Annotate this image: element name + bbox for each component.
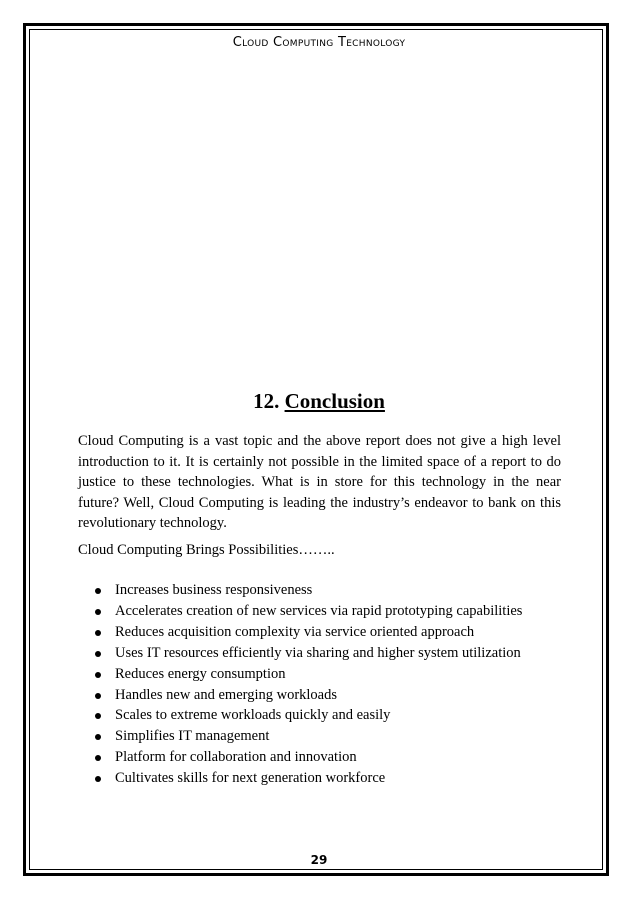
list-item: Handles new and emerging workloads	[88, 685, 568, 706]
list-item: Accelerates creation of new services via rapid prototyping capabilities	[88, 601, 568, 622]
bullet-icon	[95, 672, 101, 678]
list-item: Simplifies IT management	[88, 726, 568, 747]
list-item: Platform for collaboration and innovation	[88, 747, 568, 768]
list-item: Reduces acquisition complexity via service oriented approach	[88, 622, 568, 643]
bullet-icon	[95, 713, 101, 719]
list-item: Scales to extreme workloads quickly and easily	[88, 705, 568, 726]
bullet-icon	[95, 609, 101, 615]
list-item: Cultivates skills for next generation workforce	[88, 768, 568, 789]
section-heading	[0, 389, 638, 414]
page-number: 29	[310, 853, 328, 867]
bullet-icon	[95, 734, 101, 740]
possibilities-list	[88, 580, 568, 789]
bullet-icon	[95, 755, 101, 761]
bullet-icon	[95, 776, 101, 782]
section-number: 12.	[253, 389, 280, 413]
list-item: Uses IT resources efficiently via sharing and higher system utilization	[88, 643, 568, 664]
list-item: Reduces energy consumption	[88, 664, 568, 685]
list-item: Increases business responsiveness	[88, 580, 568, 601]
intro-paragraph: Cloud Computing is a vast topic and the above report does not give a high level introduction to it. It is certainly not possible in the limited space of a report to do justice to these technologies. What is in store for this technology in the near future? Well, Cloud Computing is leading the industry’s endeavor to bank on this revolutionary technology.	[78, 433, 561, 531]
section-title: Conclusion	[284, 389, 385, 413]
bullet-icon	[95, 588, 101, 594]
possibilities-paragraph: Cloud Computing Brings Possibilities……..	[78, 542, 335, 558]
bullet-icon	[95, 693, 101, 699]
running-header: Cloud Computing Technology	[232, 35, 406, 50]
bullet-icon	[95, 630, 101, 636]
bullet-icon	[95, 651, 101, 657]
